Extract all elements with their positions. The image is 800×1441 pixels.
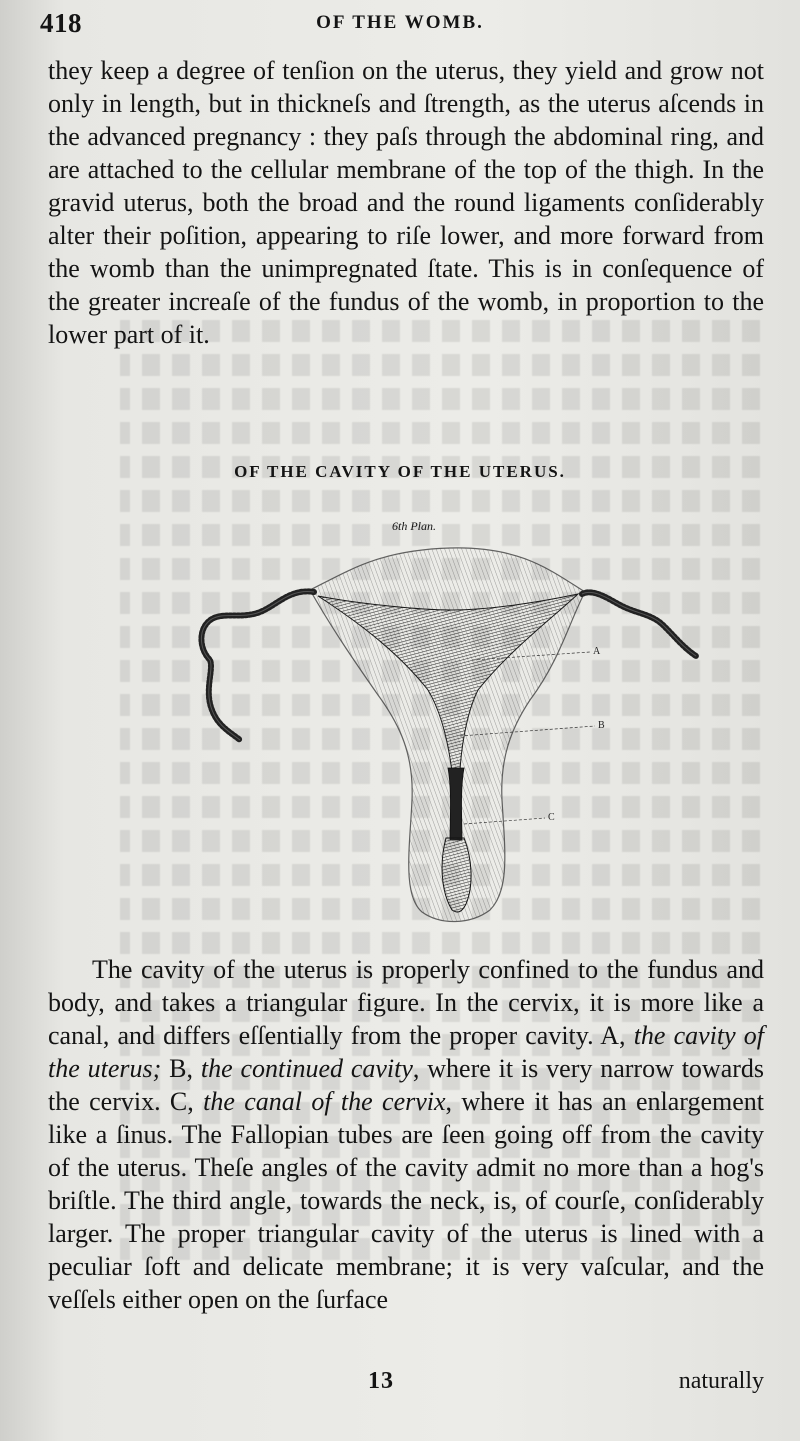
uterus-illustration [190,540,710,940]
continued-cavity [448,768,464,840]
italic-canal-cervix: the canal of the cervix [203,1087,446,1116]
left-fallopian-tube [201,591,314,740]
paragraph-text-1: The cavity of the uterus is properly confined to the fundus and body, and takes a triangular figure. In the cervix, it is more like a canal, and differs eſſentially from the proper cavity. A, [48,955,764,1050]
label-b: B [598,720,605,731]
page-number: 418 [40,7,82,38]
page-footer [48,1368,764,1402]
section-heading: OF THE CAVITY OF THE UTERUS. [234,462,566,481]
uterus-engraving [190,540,710,940]
catchword: naturally [678,1368,764,1394]
paragraph-text-2: B, [161,1054,201,1083]
signature-mark: 13 [368,1368,394,1394]
label-c: C [548,812,555,823]
italic-cavity-uterus: the cavity of the uterus; [48,1021,764,1083]
paragraph-text-3: , where it is very narrow towards the cervix. C, [48,1054,765,1116]
plate-caption: 6th Plan. [392,519,436,533]
label-a: A [593,646,601,657]
paragraph-continuation: they keep a degree of tenſion on the uterus, they yield and grow not only in length, but in thickneſs and ſtrength, as the uterus aſcends in the advanced pregnancy : they paſs through the abdominal ring, and are attached to the cellular membrane of the top of the thigh. In the gravid uterus, both the broad and the round ligaments conſiderably alter their poſition, appearing to riſe lower, and more forward from the womb than the unimpregnated ſtate. This is in conſequence of the greater increaſe of the fundus of the womb, in proportion to the lower part of it. [48,56,764,349]
paragraph-text-4: , where it has an enlargement like a ſinus. The Fallopian tubes are ſeen going off from the cavity of the uterus. Theſe angles of the cavity admit no more than a hog's briſtle. The third angle, towards the neck, is, of courſe, conſiderably larger. The proper triangular cavity of the uterus is lined with a peculiar ſoft and delicate membrane; it is very vaſcular, and the veſſels either open on the ſurface [48,1087,764,1314]
italic-continued-cavity: the continued cavity [200,1054,413,1083]
running-title: OF THE WOMB. [316,12,484,33]
running-head [40,8,760,38]
paragraph-cavity-description [48,953,764,1316]
